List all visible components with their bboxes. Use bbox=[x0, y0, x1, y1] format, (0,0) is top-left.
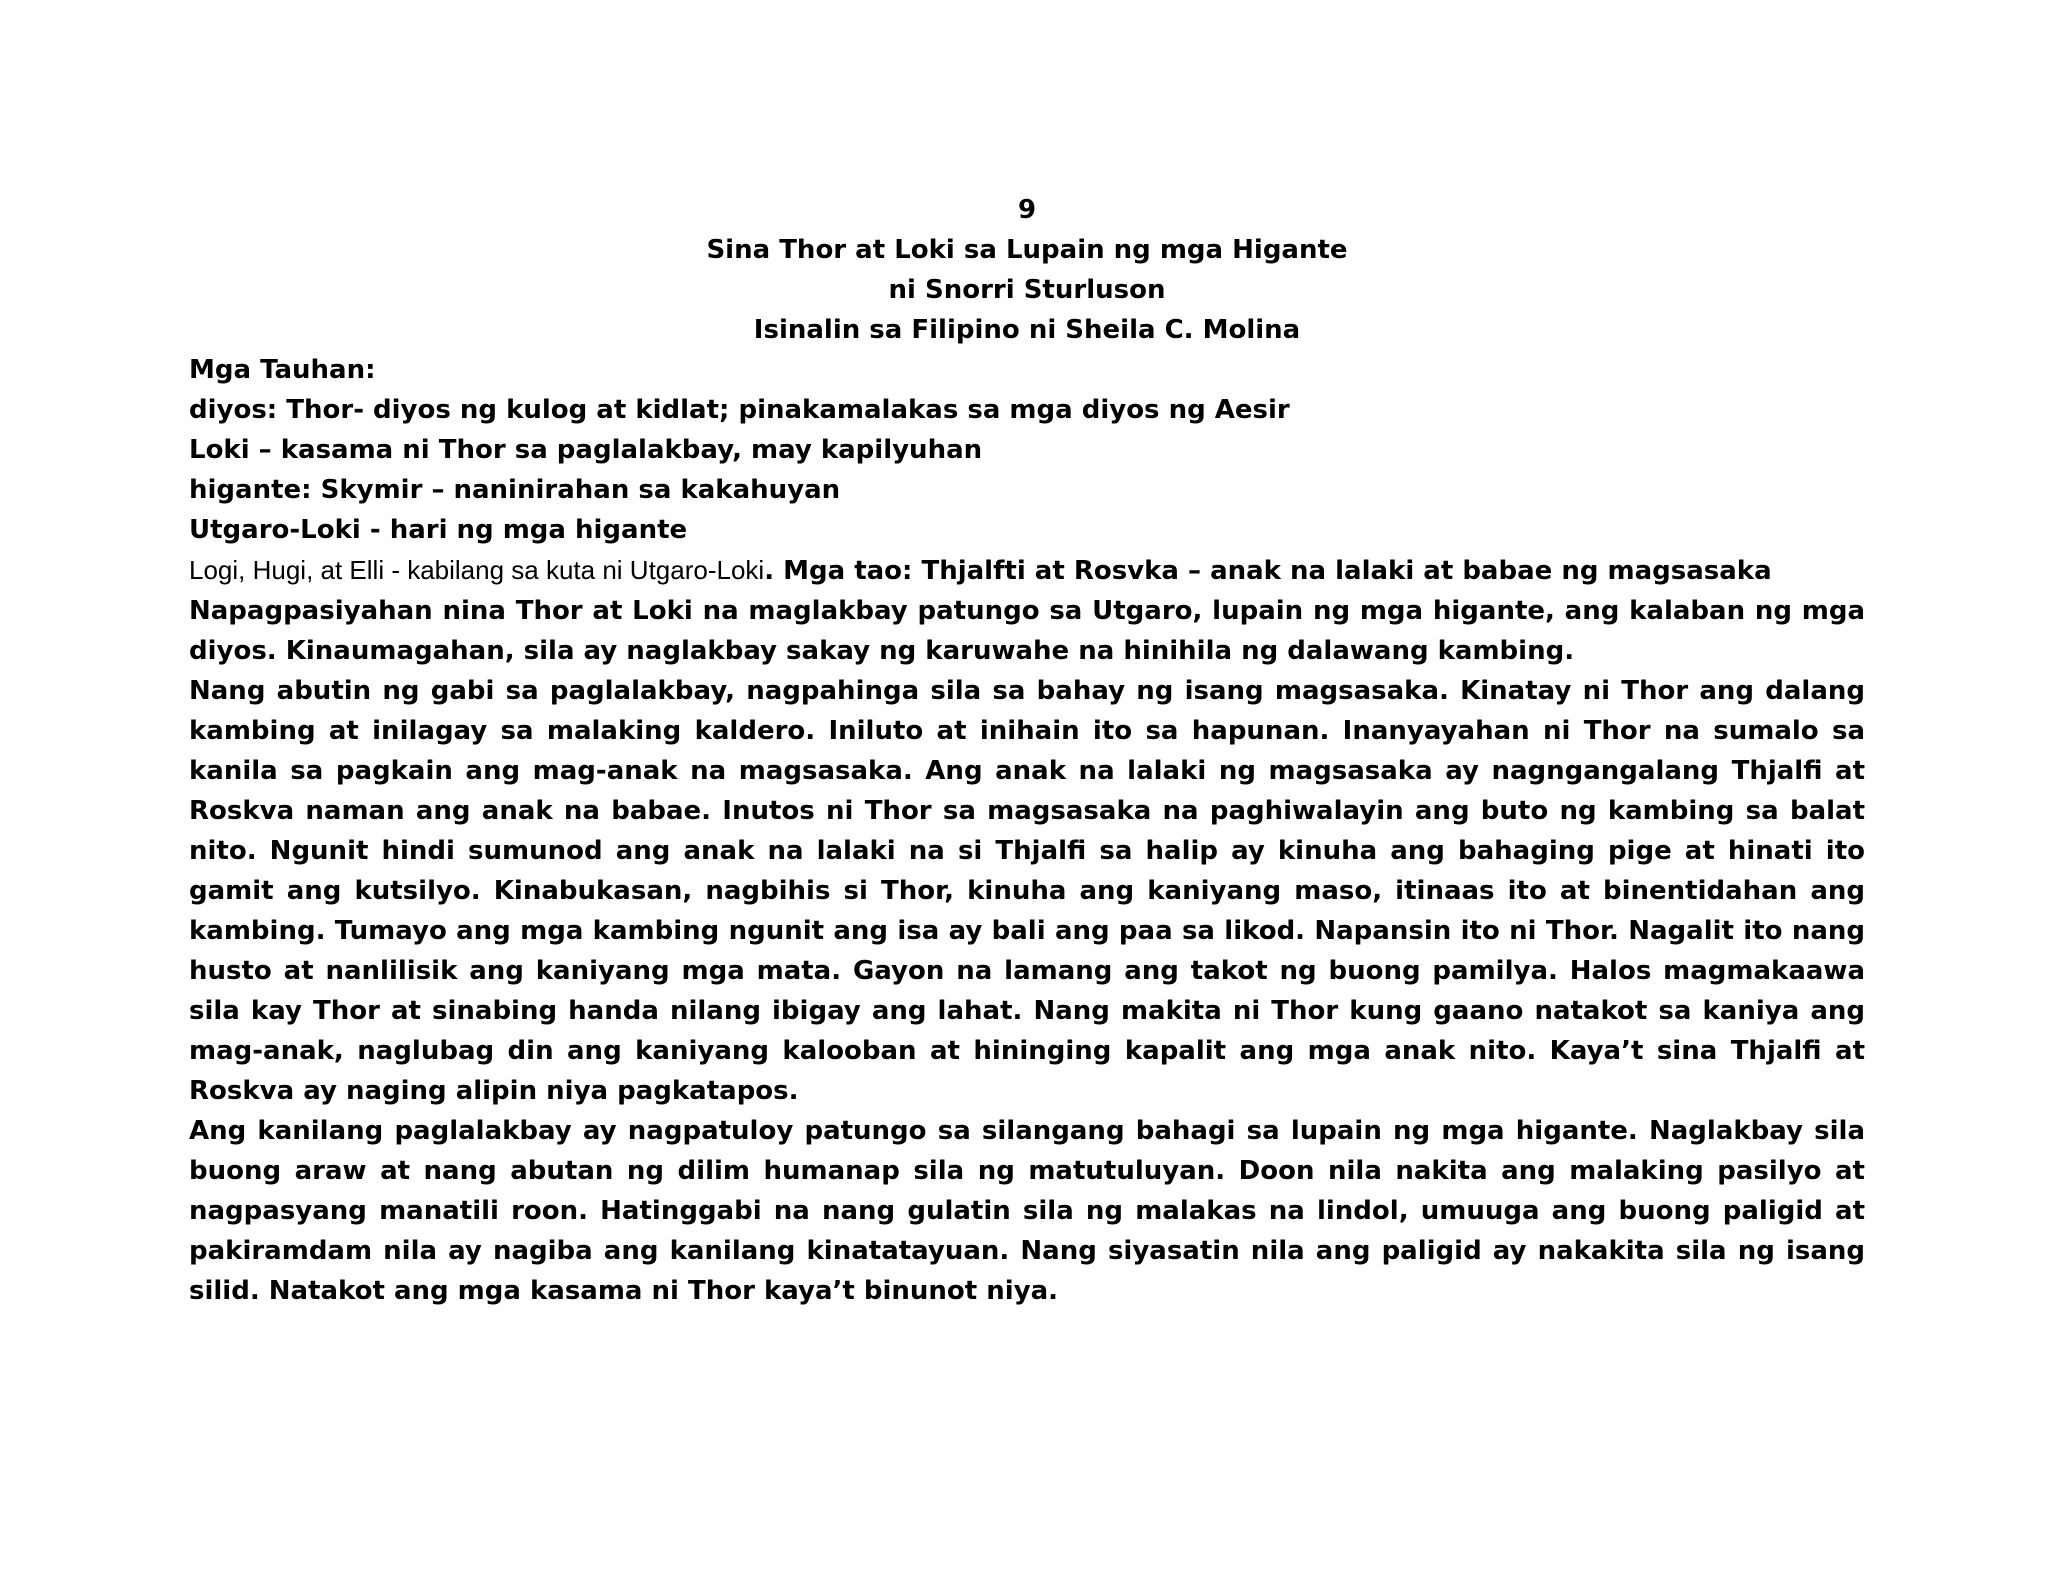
document-page bbox=[189, 190, 1865, 1311]
story-paragraph-3: Ang kanilang paglalakbay ay nagpatuloy patungo sa silangang bahagi sa lupain ng mga higante. Naglakbay sila buong araw at nang abutan ng dilim humanap sila ng matutuluyan. Doon nila nakita ang malaking pasilyo at nagpasyang manatili roon. Hatinggabi na nang gulatin sila ng malakas na lindol, umuuga ang buong paligid at pakiramdam nila ay nagiba ang kanilang kinatatayuan. Nang siyasatin nila ang paligid ay nakakita sila ng isang silid. Natakot ang mga kasama ni Thor kaya’t binunot niya. bbox=[189, 1116, 1865, 1306]
characters-heading: Mga Tauhan: bbox=[189, 355, 376, 385]
page-number: 9 bbox=[1017, 195, 1037, 225]
character-line-thor: diyos: Thor- diyos ng kulog at kidlat; pinakamalakas sa mga diyos ng Aesir bbox=[189, 395, 1290, 425]
story-title: Sina Thor at Loki sa Lupain ng mga Higante bbox=[706, 235, 1348, 265]
story-author: ni Snorri Sturluson bbox=[888, 275, 1166, 305]
character-line-normal-part: Logi, Hugi, at Elli - kabilang sa kuta ni Utgaro-Loki bbox=[189, 555, 765, 585]
character-line-loki: Loki – kasama ni Thor sa paglalakbay, may kapilyuhan bbox=[189, 435, 983, 465]
character-line-bold-part: . Mga tao: Thjalfti at Rosvka – anak na lalaki at babae ng magsasaka bbox=[764, 556, 1772, 586]
story-translator: Isinalin sa Filipino ni Sheila C. Molina bbox=[753, 315, 1301, 345]
character-line-utgaro-loki: Utgaro-Loki - hari ng mga higante bbox=[189, 515, 688, 545]
story-paragraph-1: Napagpasiyahan nina Thor at Loki na maglakbay patungo sa Utgaro, lupain ng mga higante, ang kalaban ng mga diyos. Kinaumagahan, sila ay naglakbay sakay ng karuwahe na hinihila ng dalawang kambing. bbox=[189, 596, 1865, 666]
character-line-mixed bbox=[189, 550, 1865, 591]
character-line-skymir: higante: Skymir – naninirahan sa kakahuyan bbox=[189, 475, 841, 505]
story-paragraph-2: Nang abutin ng gabi sa paglalakbay, nagpahinga sila sa bahay ng isang magsasaka. Kinatay ni Thor ang dalang kambing at inilagay sa malaking kaldero. Iniluto at inihain ito sa hapunan. Inanyayahan ni Thor na sumalo sa kanila sa pagkain ang mag-anak na magsasaka. Ang anak na lalaki ng magsasaka ay nagngangalang Thjalfi at Roskva naman ang anak na babae. Inutos ni Thor sa magsasaka na paghiwalayin ang buto ng kambing sa balat nito. Ngunit hindi sumunod ang anak na lalaki na si Thjalfi sa halip ay kinuha ang bahaging pige at hinati ito gamit ang kutsilyo. Kinabukasan, nagbihis si Thor, kinuha ang kaniyang maso, itinaas ito at binentidahan ang kambing. Tumayo ang mga kambing ngunit ang isa ay bali ang paa sa likod. Napansin ito ni Thor. Nagalit ito nang husto at nanlilisik ang kaniyang mga mata. Gayon na lamang ang takot ng buong pamilya. Halos magmakaawa sila kay Thor at sinabing handa nilang ibigay ang lahat. Nang makita ni Thor kung gaano natakot sa kaniya ang mag-anak, naglubag din ang kaniyang kalooban at hininging kapalit ang mga anak nito. Kaya’t sina Thjalfi at Roskva ay naging alipin niya pagkatapos. bbox=[189, 676, 1865, 1106]
